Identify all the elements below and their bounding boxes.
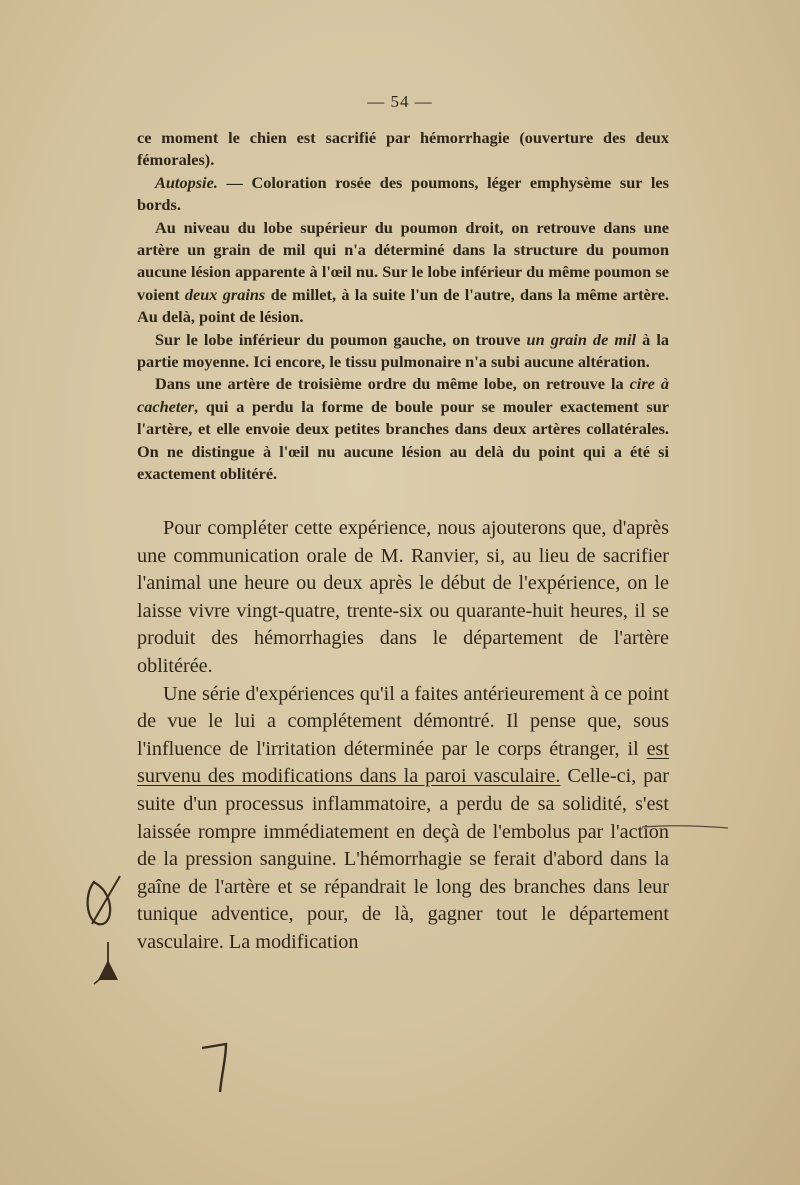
margin-number-annotation bbox=[196, 1038, 236, 1098]
notes-p5-text-a: Dans une artère de troisième ordre du même lobe, on retrouve la bbox=[155, 374, 630, 394]
main-p2-text-a: Une série d'expériences qu'il a faites antérieurement à ce point de vue le lui a complétement démontré. Il pense que, sous l'influence de l'irritation déterminée par le corps étranger, il bbox=[137, 682, 669, 760]
pencil-underline-mark bbox=[640, 822, 730, 832]
notes-paragraph-autopsie bbox=[137, 172, 669, 217]
main-paragraph-1: Pour compléter cette expérience, nous ajouterons que, d'après une communication orale de M. Ranvier, si, au lieu de sacrifier l'animal une heure ou deux après le début de l'expérience, on le laisse vivre vingt-quatre, trente-six ou quarante-huit heures, il se produit des hémorrhagies dans le département de l'artère oblitérée. bbox=[137, 517, 669, 677]
autopsie-label: Autopsie. bbox=[155, 172, 218, 192]
main-text bbox=[137, 515, 669, 957]
main-paragraph-2 bbox=[137, 681, 669, 957]
notes-paragraph-3 bbox=[137, 217, 669, 329]
notes-paragraph-4 bbox=[137, 329, 669, 374]
page-number: — 54 — bbox=[367, 92, 433, 111]
main-p2-text-b: Celle-ci, par suite d'un processus inflammatoire, a perdu de sa solidité, s'est laissée rompre immédiatement en deçà de l'embolus par l'action de la pression sanguine. L'hémorrhagie se ferait d'abord dans la gaîne de l'artère et se répandrait le long des branches dans leur tunique adventice, pour, de là, gagner tout le département vasculaire. La modification bbox=[137, 765, 670, 953]
notes-paragraph-5 bbox=[137, 373, 669, 485]
notes-p4-emphasis: un grain de mil bbox=[526, 329, 637, 349]
notes-p5-text-b: , qui a perdu la forme de boule pour se mouler exactement sur l'artère, et elle envoie deux petites branches dans deux artères collatérales. On ne distingue à l'œil nu aucune lésion au delà du point qui a été si exactement oblitéré. bbox=[137, 396, 669, 484]
margin-symbol-annotation bbox=[80, 872, 126, 934]
experiment-notes bbox=[137, 127, 669, 486]
notes-p3-emphasis: deux grains bbox=[184, 284, 266, 304]
notes-p4-text-b: à la partie moyenne. Ici encore, le tissu pulmonaire n'a subi aucune altération. bbox=[137, 329, 669, 372]
notes-p5-emphasis: cire à cacheter bbox=[137, 374, 669, 416]
underlined-passage: est survenu des modifications dans la paroi vasculaire. bbox=[137, 737, 669, 788]
autopsie-text: — Coloration rosée des poumons, léger emphysème sur les bords. bbox=[137, 172, 669, 215]
notes-p3-text-a: Au niveau du lobe supérieur du poumon droit, on retrouve dans une artère un grain de mil qui n'a déterminé dans la structure du poumon aucune lésion apparente à l'œil nu. Sur le lobe inférieur du même poumon se voient bbox=[137, 217, 669, 304]
margin-arrow-annotation bbox=[88, 940, 128, 996]
notes-paragraph-1: ce moment le chien est sacrifié par hémorrhagie (ouverture des deux fémorales). bbox=[137, 128, 669, 170]
notes-p4-text-a: Sur le lobe inférieur du poumon gauche, on trouve bbox=[155, 329, 527, 349]
notes-p3-text-b: de millet, à la suite l'un de l'autre, dans la même artère. Au delà, point de lésion. bbox=[137, 284, 669, 327]
